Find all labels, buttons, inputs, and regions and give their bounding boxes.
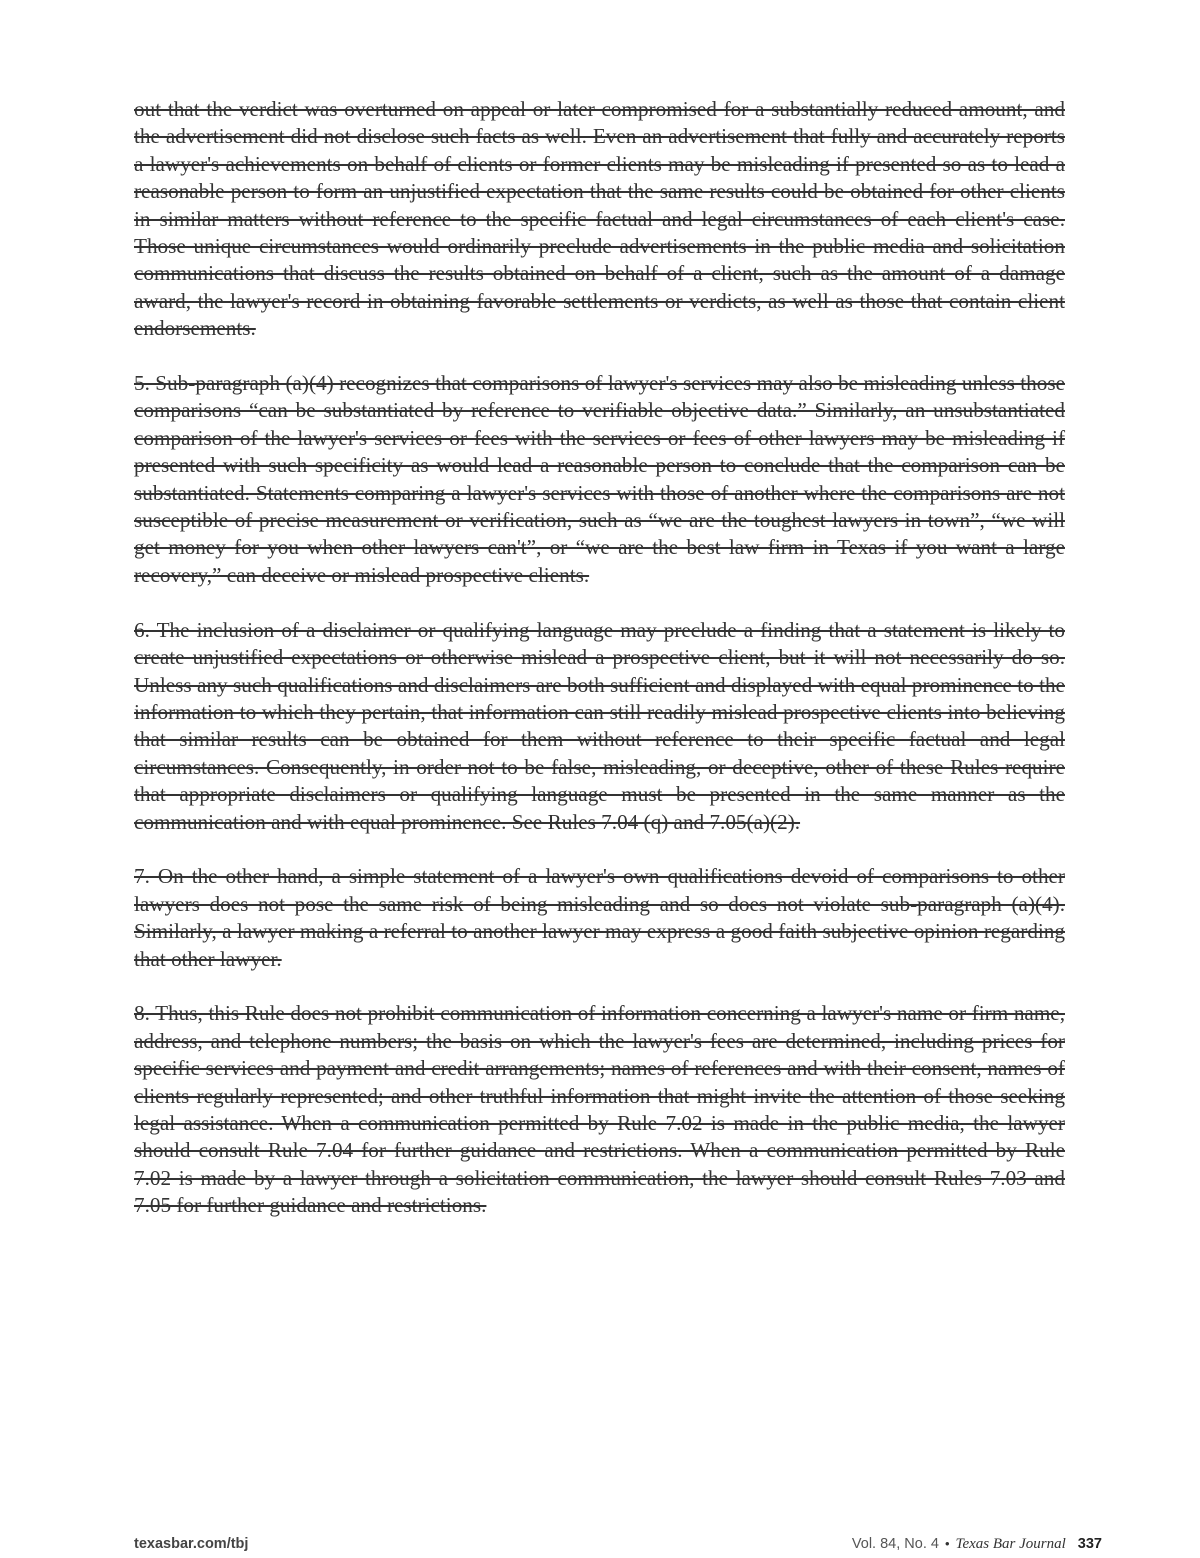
paragraph-comment-8: 8. Thus, this Rule does not prohibit communication of information concerning a lawyer's name or firm name, address, and telephone numbers; the basis on which the lawyer's fees are determined, including prices for specific services and payment and credit arrangements; names of references and with their consent, names of clients regularly represented; and other truthful information that might invite the attention of those seeking legal assistance. When a communication permitted by Rule 7.02 is made in the public media, the lawyer should consult Rule 7.04 for further guidance and restrictions. When a communication permitted by Rule 7.02 is made by a lawyer through a solicitation communication, the lawyer should consult Rules 7.03 and 7.05 for further guidance and restrictions. <box>134 1001 1065 1218</box>
page-number: 337 <box>1077 1536 1102 1552</box>
paragraph-continuation: out that the verdict was overturned on appeal or later compromised for a substantially reduced amount, and the advertisement did not disclose such facts as well. Even an advertisement that fully and accurately reports a lawyer's achievements on behalf of clients or former clients may be misleading if presented so as to lead a reasonable person to form an unjustified expectation that the same results could be obtained for other clients in similar matters without reference to the specific factual and legal circumstances of each client's case. Those unique circumstances would ordinarily preclude advertisements in the public media and solicitation communications that discuss the results obtained on behalf of a client, such as the amount of a damage award, the lawyer's record in obtaining favorable settlements or verdicts, as well as those that contain client endorsements. <box>134 97 1065 341</box>
footer-citation <box>852 1536 1102 1553</box>
footer-journal-title: Texas Bar Journal <box>955 1536 1066 1552</box>
paragraph-comment-5: 5. Sub-paragraph (a)(4) recognizes that comparisons of lawyer's services may also be misleading unless those comparisons “can be substantiated by reference to verifiable objective data.” Similarly, an unsubstantiated comparison of the lawyer's services or fees with the services or fees of other lawyers may be misleading if presented with such specificity as would lead a reasonable person to conclude that the comparison can be substantiated. Statements comparing a lawyer's services with those of another where the comparisons are not susceptible of precise measurement or verification, such as “we are the toughest lawyers in town”, “we will get money for you when other lawyers can't”, or “we are the best law firm in Texas if you want a large recovery,” can deceive or mislead prospective clients. <box>134 371 1065 587</box>
paragraph-comment-7: 7. On the other hand, a simple statement of a lawyer's own qualifications devoid of comparisons to other lawyers does not pose the same risk of being misleading and so does not violate sub-paragraph (a)(4). Similarly, a lawyer making a referral to another lawyer may express a good faith subjective opinion regarding that other lawyer. <box>134 864 1065 971</box>
footer-website: texasbar.com/tbj <box>134 1536 249 1552</box>
page-footer <box>134 1536 1102 1556</box>
footer-volume: Vol. 84, No. 4 <box>851 1536 939 1552</box>
document-body <box>134 96 1065 1247</box>
footer-bullet: • <box>944 1536 950 1551</box>
paragraph-comment-6: 6. The inclusion of a disclaimer or qualifying language may preclude a finding that a statement is likely to create unjustified expectations or otherwise mislead a prospective client, but it will not necessarily do so. Unless any such qualifications and disclaimers are both sufficient and displayed with equal prominence to the information to which they pertain, that information can still readily mislead prospective clients into believing that similar results can be obtained for them without reference to their specific factual and legal circumstances. Consequently, in order not to be false, misleading, or deceptive, other of these Rules require that appropriate disclaimers or qualifying language must be presented in the same manner as the communication and with equal prominence. See Rules 7.04 (q) and 7.05(a)(2). <box>134 617 1065 834</box>
